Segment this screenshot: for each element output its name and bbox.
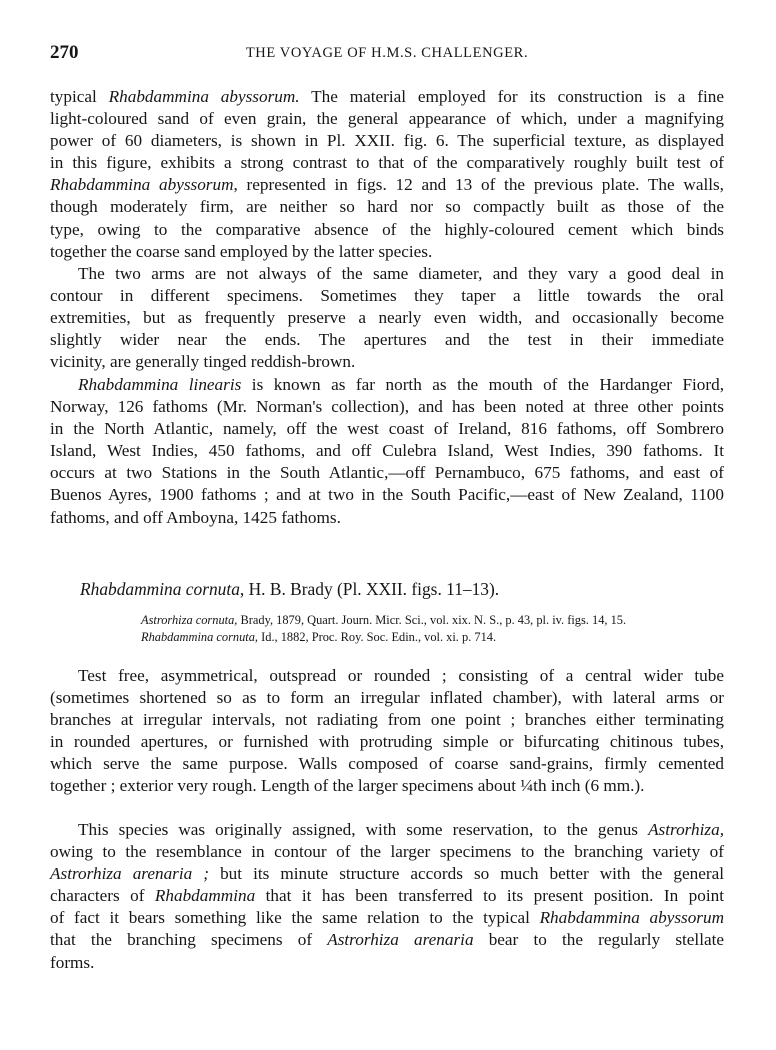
- text-line: [50, 775, 724, 797]
- text-run: (sometimes shortened so as to form an irregular inflated chamber), with lateral arms or: [50, 688, 724, 708]
- text-line: [50, 665, 724, 687]
- text-run: type, owing to the comparative absence of the highly-coloured cement which binds: [50, 219, 724, 239]
- text-run: fathoms, and off Amboyna, 1425 fathoms.: [50, 507, 341, 527]
- synonym-reference: , Brady, 1879, Quart. Journ. Micr. Sci., vol. xix. N. S., p. 43, pl. iv. figs. 14, 15.: [234, 613, 627, 627]
- text-run: This species was originally assigned, with some reservation, to the genus: [78, 820, 649, 839]
- text-line: [50, 152, 724, 174]
- text-run: in this figure, exhibits a strong contrast to that of the comparatively roughly built test of: [50, 153, 724, 173]
- paragraph-p1: [50, 86, 724, 263]
- italic-taxon: Astrorhiza,: [648, 820, 724, 839]
- text-run: Test free, asymmetrical, outspread or rounded ; consisting of a central wider tube: [78, 666, 724, 685]
- text-line: [50, 507, 724, 529]
- text-line: [50, 108, 724, 130]
- paragraph-p4: [50, 665, 724, 798]
- text-run: which serve the same purpose. Walls composed of coarse sand-grains, firmly cemented: [50, 754, 724, 774]
- text-line: [50, 731, 724, 753]
- text-run: Island, West Indies, 450 fathoms, and off Culebra Island, West Indies, 390 fathoms. It: [50, 441, 724, 461]
- synonym-reference: , Id., 1882, Proc. Roy. Soc. Edin., vol. xi. p. 714.: [254, 630, 497, 644]
- text-run: The material employed for its construction is a fine: [299, 87, 724, 106]
- text-run: characters of: [50, 886, 155, 906]
- text-run: in rounded apertures, or furnished with protruding simple or bifurcating chitinous tubes,: [50, 732, 724, 752]
- text-line: [50, 86, 724, 108]
- running-head: [50, 42, 724, 66]
- italic-taxon: Astrorhiza arenaria ;: [50, 864, 210, 884]
- synonym-name: Rhabdammina cornuta: [141, 630, 255, 644]
- text-run: extremities, but as frequently preserve a nearly even width, and occasionally become: [50, 308, 724, 328]
- text-run: that it has been transferred to its present position. In point: [255, 886, 725, 906]
- italic-taxon: Rhabdammina linearis: [78, 375, 242, 394]
- synonymy-list: [141, 612, 726, 646]
- text-run: though moderately firm, are neither so hard nor so compactly built as those of the: [50, 197, 724, 217]
- text-run: branches at irregular intervals, not radiating from one point ; branches either terminating: [50, 710, 724, 730]
- text-line: [50, 329, 724, 351]
- text-run: is known as far north as the mouth of the Hardanger Fiord,: [241, 375, 724, 394]
- text-line: [50, 418, 724, 440]
- text-run: slightly wider near the ends. The apertures and the test in their immediate: [50, 330, 724, 350]
- page-number: 270: [50, 42, 79, 63]
- text-line: [50, 952, 724, 974]
- text-line: [50, 241, 724, 263]
- text-line: [50, 462, 724, 484]
- text-line: [50, 396, 724, 418]
- text-run: but its minute structure accords so much better with the general: [209, 864, 724, 884]
- text-run: bear to the regularly stellate: [473, 930, 725, 950]
- text-run: contour in different specimens. Sometimes they taper a little towards the oral: [50, 286, 724, 306]
- text-run: vicinity, are generally tinged reddish-brown.: [50, 352, 356, 372]
- running-title: THE VOYAGE OF H.M.S. CHALLENGER.: [245, 45, 529, 61]
- text-run: that the branching specimens of: [50, 930, 328, 950]
- text-line: [50, 907, 724, 929]
- text-run: together the coarse sand employed by the latter species.: [50, 241, 433, 261]
- italic-taxon: Rhabdammina: [154, 886, 256, 906]
- species-authority: , H. B. Brady (Pl. XXII. figs. 11–13).: [239, 579, 500, 599]
- text-line: [50, 841, 724, 863]
- species-name: Rhabdammina cornuta: [80, 579, 240, 599]
- text-run: in the North Atlantic, namely, off the west coast of Ireland, 816 fathoms, off Sombrero: [50, 419, 724, 439]
- text-line: [50, 196, 724, 218]
- italic-taxon: Rhabdammina abyssorum: [539, 908, 724, 928]
- italic-taxon: Rhabdammina abyssorum: [50, 175, 234, 195]
- text-run: The two arms are not always of the same diameter, and they vary a good deal in: [78, 264, 724, 283]
- text-run: power of 60 diameters, is shown in Pl. XXII. fig. 6. The superficial texture, as displayed: [50, 131, 724, 151]
- text-run: of fact it bears something like the same relation to the typical: [50, 908, 540, 928]
- text-line: [50, 687, 724, 709]
- text-run: typical: [50, 87, 109, 106]
- text-run: together ; exterior very rough. Length of the larger specimens about ¼th inch (6 mm.).: [50, 776, 645, 796]
- text-line: [50, 885, 724, 907]
- species-heading: [80, 579, 499, 600]
- text-line: [50, 307, 724, 329]
- paragraph-p2: [50, 263, 724, 373]
- text-run: Norway, 126 fathoms (Mr. Norman's collection), and has been noted at three other points: [50, 397, 724, 417]
- text-run: light-coloured sand of even grain, the general appearance of which, under a magnifying: [50, 109, 724, 129]
- text-line: [50, 753, 724, 775]
- synonym-name: Astrorhiza cornuta: [141, 613, 235, 627]
- text-line: [50, 285, 724, 307]
- text-line: [50, 709, 724, 731]
- italic-taxon: Rhabdammina abyssorum.: [108, 87, 300, 106]
- synonymy-entry: [141, 629, 726, 646]
- text-line: [50, 174, 724, 196]
- italic-taxon: Astrorhiza arenaria: [327, 930, 474, 950]
- text-line: [50, 130, 724, 152]
- text-line: [50, 219, 724, 241]
- text-line: [50, 351, 724, 373]
- text-line: [50, 263, 724, 285]
- text-run: owing to the resemblance in contour of the larger specimens to the branching variety of: [50, 842, 724, 862]
- text-run: forms.: [50, 952, 95, 972]
- text-line: [50, 440, 724, 462]
- text-run: Buenos Ayres, 1900 fathoms ; and at two in the South Pacific,—east of New Zealand, 1100: [50, 485, 724, 505]
- text-line: [50, 819, 724, 841]
- text-run: , represented in figs. 12 and 13 of the previous plate. The walls,: [233, 175, 724, 195]
- text-line: [50, 863, 724, 885]
- text-line: [50, 484, 724, 506]
- synonymy-entry: [141, 612, 726, 629]
- text-line: [50, 929, 724, 951]
- text-run: occurs at two Stations in the South Atlantic,—off Pernambuco, 675 fathoms, and east of: [50, 463, 724, 483]
- paragraph-p3: [50, 374, 724, 529]
- paragraph-p5: [50, 819, 724, 974]
- text-line: [50, 374, 724, 396]
